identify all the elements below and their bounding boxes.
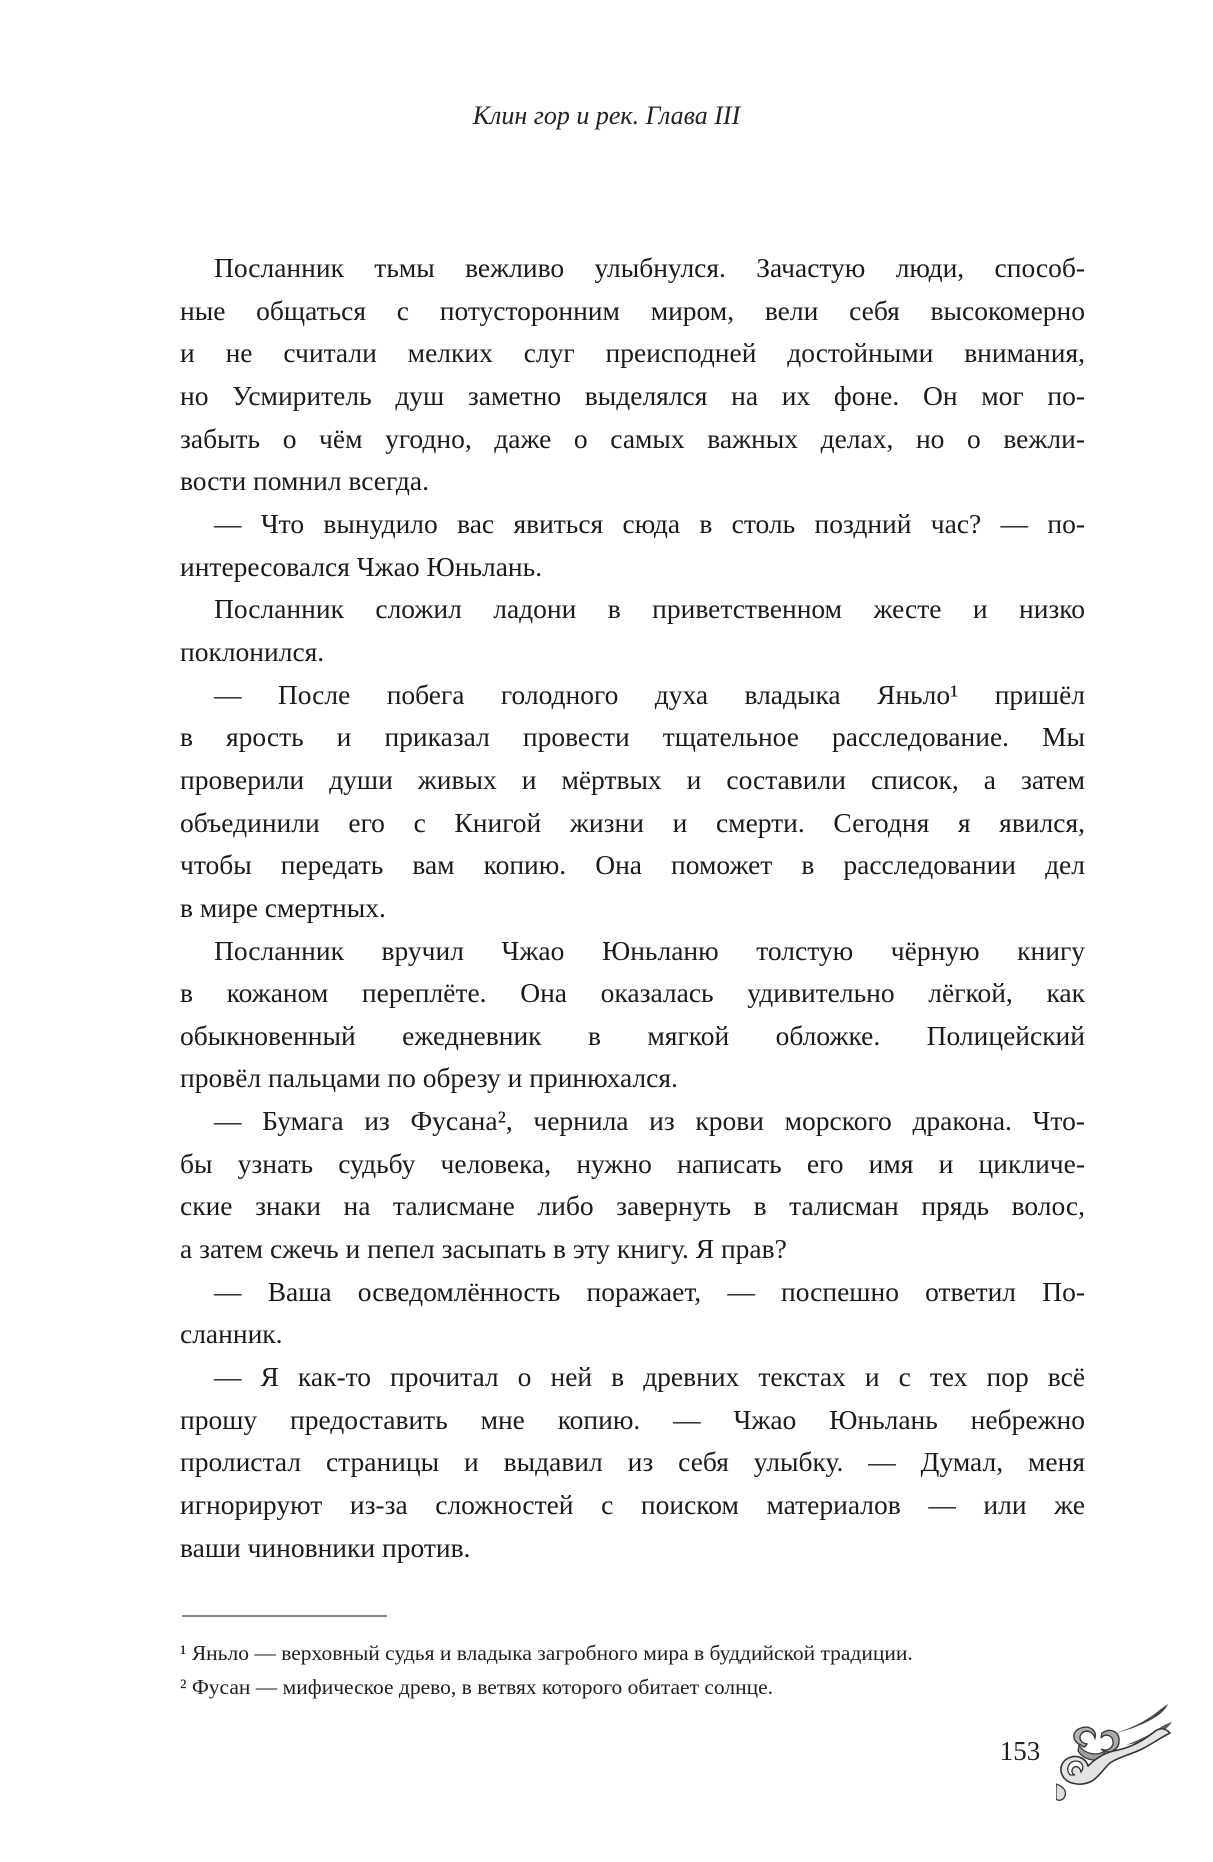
text-line: а затем сжечь и пепел засыпать в эту книгу. Я прав? [180, 1233, 787, 1265]
text-line: проверили души живых и мёртвых и составили список, а затем [180, 763, 1085, 795]
text-line: сланник. [180, 1318, 283, 1350]
text-line: ные общаться с потусторонним миром, вели себя высокомерно [180, 294, 1085, 326]
page-number: 153 [999, 1736, 1041, 1766]
footnote-separator [182, 1615, 387, 1617]
text-line: — Что вынудило вас явиться сюда в столь поздний час? — по- [214, 507, 1085, 539]
text-line: — После побега голодного духа владыка Яньло¹ пришёл [214, 678, 1085, 710]
text-line: объединили его с Книгой жизни и смерти. Сегодня я явился, [180, 806, 1085, 838]
text-line: ваши чиновники против. [180, 1531, 471, 1563]
text-line: Посланник сложил ладони в приветственном жесте и низко [214, 593, 1085, 625]
text-line: но Усмиритель душ заметно выделялся на их фоне. Он мог по- [180, 379, 1085, 411]
text-line: вости помнил всегда. [180, 465, 429, 497]
footnotes [180, 1637, 1085, 1704]
text-line: Посланник тьмы вежливо улыбнулся. Зачастую люди, способ- [214, 252, 1085, 283]
text-line: — Бумага из Фусана², чернила из крови морского дракона. Что- [214, 1105, 1085, 1137]
text-line: и не считали мелких слуг преисподней достойными внимания, [180, 337, 1085, 369]
footnote-item: ¹ Яньло — верховный судья и владыка загробного мира в буддийской традиции. [180, 1641, 913, 1665]
text-line: ские знаки на талисмане либо завернуть в талисман прядь волос, [180, 1190, 1085, 1222]
footnote-item: ² Фусан — мифическое древо, в ветвях которого обитает солнце. [180, 1674, 774, 1699]
cloud-scroll-ornament [1056, 1700, 1180, 1808]
text-line: — Ваша осведомлённость поражает, — поспешно ответил По- [214, 1275, 1085, 1307]
text-line: забыть о чём угодно, даже о самых важных делах, но о вежли- [180, 422, 1085, 454]
body-text [180, 247, 1085, 1569]
text-line: — Я как-то прочитал о ней в древних текстах и с тех пор всё [214, 1361, 1085, 1393]
text-line: прошу предоставить мне копию. — Чжао Юньлань небрежно [180, 1403, 1085, 1435]
text-line: обыкновенный ежедневник в мягкой обложке. Полицейский [180, 1019, 1085, 1051]
text-line: в мире смертных. [180, 891, 386, 923]
text-line: в кожаном переплёте. Она оказалась удивительно лёгкой, как [180, 977, 1085, 1009]
text-line: поклонился. [180, 635, 325, 667]
text-line: провёл пальцами по обрезу и принюхался. [180, 1062, 678, 1094]
text-line: в ярость и приказал провести тщательное расследование. Мы [180, 721, 1085, 753]
text-line: интересовался Чжао Юньлань. [180, 550, 543, 582]
text-line: пролистал страницы и выдавил из себя улыбку. — Думал, меня [180, 1446, 1085, 1478]
running-head: Клин гор и рек. Глава III [472, 101, 741, 130]
text-line: чтобы передать вам копию. Она поможет в расследовании дел [180, 849, 1085, 881]
text-line: Посланник вручил Чжао Юньланю толстую чёрную книгу [214, 934, 1085, 966]
text-line: игнорируют из-за сложностей с поиском материалов — или же [180, 1489, 1085, 1521]
text-line: бы узнать судьбу человека, нужно написать его имя и цикличе- [180, 1147, 1085, 1179]
